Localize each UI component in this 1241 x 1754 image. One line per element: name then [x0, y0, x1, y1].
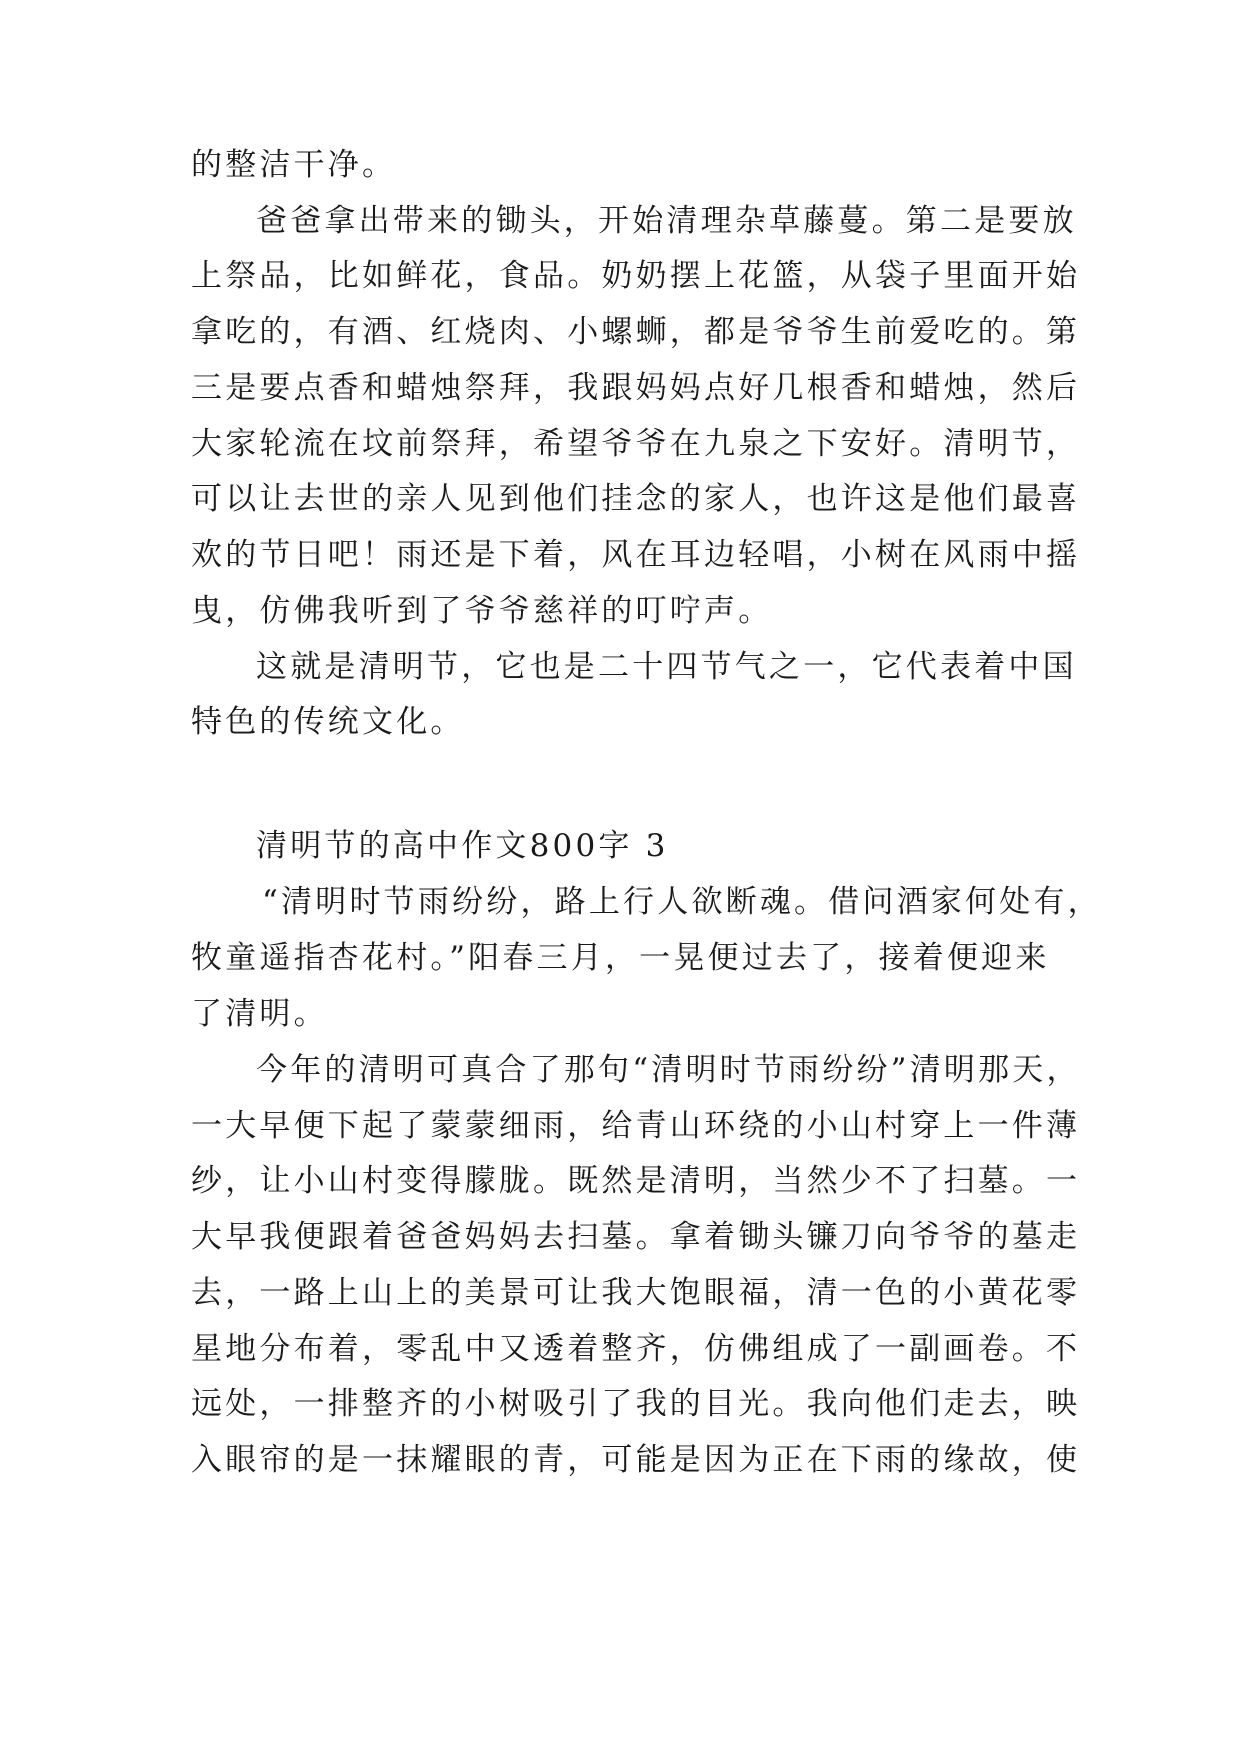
text-line: 纱，让小山村变得朦胧。既然是清明，当然少不了扫墓。一 [191, 1163, 1081, 1199]
paragraph-start: 今年的清明可真合了那句“清明时节雨纷纷”清明那天， [256, 1052, 1081, 1088]
section-heading: 清明节的高中作文800字 3 [256, 828, 669, 864]
text-line: 大家轮流在坟前祭拜，希望爷爷在九泉之下安好。清明节， [191, 426, 1081, 462]
text-line: 大早我便跟着爸爸妈妈去扫墓。拿着锄头镰刀向爷爷的墓走 [191, 1219, 1081, 1255]
text-line: 星地分布着，零乱中又透着整齐，仿佛组成了一副画卷。不 [191, 1331, 1081, 1367]
text-line: 上祭品，比如鲜花，食品。奶奶摆上花篮，从袋子里面开始 [191, 258, 1081, 294]
text-line: 拿吃的，有酒、红烧肉、小螺蛳，都是爷爷生前爱吃的。第 [191, 314, 1081, 350]
text-line: 特色的传统文化。 [191, 704, 465, 740]
paragraph-start: 爸爸拿出带来的锄头，开始清理杂草藤蔓。第二是要放 [256, 203, 1077, 239]
text-line: 曳，仿佛我听到了爷爷慈祥的叮咛声。 [191, 593, 773, 629]
text-line: 去，一路上山上的美景可让我大饱眼福，清一色的小黄花零 [191, 1275, 1081, 1311]
paragraph-start: “清明时节雨纷纷，路上行人欲断魂。借问酒家何处有， [262, 884, 1102, 920]
text-line: 入眼帘的是一抹耀眼的青，可能是因为正在下雨的缘故，使 [191, 1442, 1081, 1478]
text-line: 三是要点香和蜡烛祭拜，我跟妈妈点好几根香和蜡烛，然后 [191, 370, 1081, 406]
text-line: 远处，一排整齐的小树吸引了我的目光。我向他们走去，映 [191, 1386, 1081, 1422]
text-line: 牧童遥指杏花村。”阳春三月，一晃便过去了，接着便迎来 [191, 940, 1050, 976]
text-line: 一大早便下起了蒙蒙细雨，给青山环绕的小山村穿上一件薄 [191, 1108, 1081, 1144]
text-line: 的整洁干净。 [191, 147, 397, 183]
text-line: 欢的节日吧！雨还是下着，风在耳边轻唱，小树在风雨中摇 [191, 537, 1081, 573]
paragraph-start: 这就是清明节，它也是二十四节气之一，它代表着中国 [256, 649, 1077, 685]
text-line: 可以让去世的亲人见到他们挂念的家人，也许这是他们最喜 [191, 481, 1081, 517]
text-line: 了清明。 [191, 996, 328, 1032]
